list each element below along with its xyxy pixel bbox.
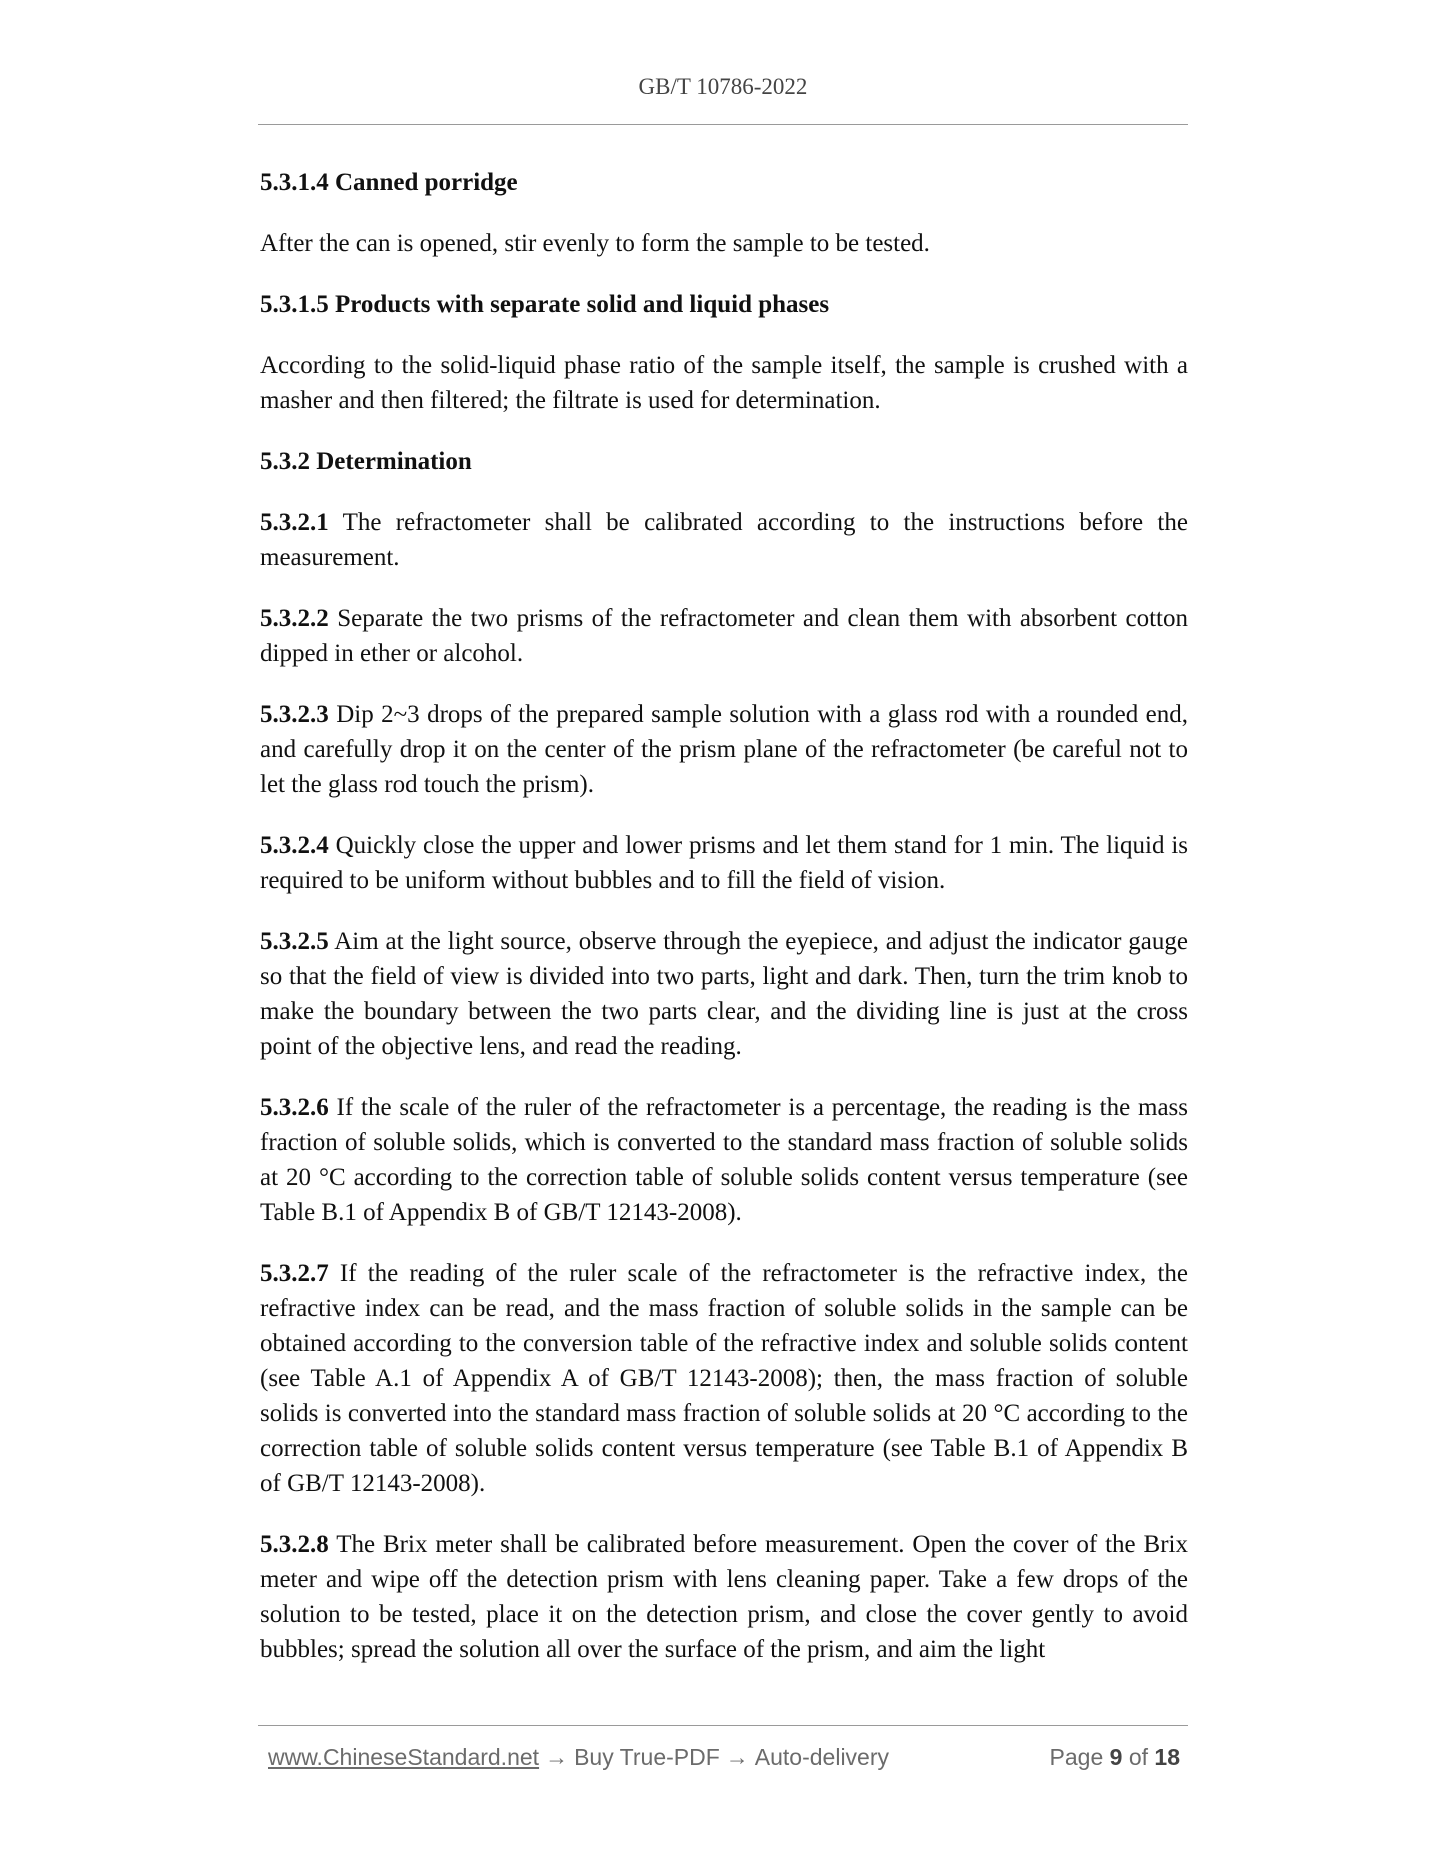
clause-number: 5.3.2.2 — [260, 605, 329, 632]
clause-5-3-2-6 — [260, 1090, 1188, 1230]
page-header: GB/T 10786-2022 — [638, 74, 808, 99]
page-label: Page — [1049, 1744, 1104, 1770]
page-footer — [268, 1744, 1180, 1776]
clause-number: 5.3.2.3 — [260, 701, 329, 728]
clause-text: If the scale of the ruler of the refractometer is a percentage, the reading is the mass fraction of soluble solids, which is converted to the standard mass fraction of soluble solids at 20 °C according to the correction table of soluble solids content versus temperature (see Table B.1 of Appendix B of GB/T 12143-2008). — [260, 1094, 1188, 1226]
clause-number: 5.3.2.7 — [260, 1260, 329, 1287]
clause-text: Quickly close the upper and lower prisms and let them stand for 1 min. The liquid is required to be uniform without bubbles and to fill the field of vision. — [260, 832, 1189, 894]
section-heading-5-3-1-5: 5.3.1.5 Products with separate solid and liquid phases — [260, 291, 830, 318]
clause-5-3-2-4 — [260, 828, 1188, 898]
clause-text: The Brix meter shall be calibrated before measurement. Open the cover of the Brix meter and wipe off the detection prism with lens cleaning paper. Take a few drops of the solution to be tested, place it on the detection prism, and close the cover gently to avoid bubbles; spread the solution all over the surface of the prism, and aim the light — [260, 1531, 1188, 1663]
page-total: 18 — [1154, 1744, 1180, 1770]
clause-5-3-2-5 — [260, 924, 1188, 1064]
header-divider — [258, 124, 1188, 125]
section-heading-5-3-1-4: 5.3.1.4 Canned porridge — [260, 169, 518, 196]
clause-5-3-2-3 — [260, 697, 1188, 802]
page-content — [260, 165, 1188, 1693]
auto-delivery-text: Auto-delivery — [754, 1744, 890, 1770]
clause-number: 5.3.2.1 — [260, 509, 329, 536]
clause-text: If the reading of the ruler scale of the refractometer is the refractive index, the refractive index can be read, and the mass fraction of soluble solids in the sample can be obtained according to the conversion table of the refractive index and soluble solids content (see Table A.1 of Appendix A of GB/T 12143-2008); then, the mass fraction of soluble solids is converted into the standard mass fraction of soluble solids at 20 °C according to the correction table of soluble solids content versus temperature (see Table B.1 of Appendix B of GB/T 12143-2008). — [260, 1260, 1189, 1497]
page-number: 9 — [1109, 1744, 1123, 1770]
clause-5-3-2-1 — [260, 505, 1188, 575]
website-link[interactable]: www.ChineseStandard.net — [268, 1744, 540, 1770]
clause-number: 5.3.2.8 — [260, 1531, 329, 1558]
clause-number: 5.3.2.4 — [260, 832, 329, 859]
clause-text: Dip 2~3 drops of the prepared sample solution with a glass rod with a rounded end, and carefully drop it on the center of the prism plane of the refractometer (be careful not to let the glass rod touch the prism). — [260, 701, 1189, 798]
section-heading-5-3-2: 5.3.2 Determination — [260, 448, 472, 475]
paragraph: After the can is opened, stir evenly to form the sample to be tested. — [260, 230, 930, 257]
clause-5-3-2-7 — [260, 1256, 1188, 1501]
clause-5-3-2-8 — [260, 1527, 1188, 1667]
footer-divider — [258, 1725, 1188, 1726]
footer-promo — [268, 1744, 889, 1771]
clause-text: Aim at the light source, observe through the eyepiece, and adjust the indicator gauge so that the field of view is divided into two parts, light and dark. Then, turn the trim knob to make the boundary between the two parts clear, and the dividing line is just at the cross point of the objective lens, and read the reading. — [260, 928, 1188, 1060]
clause-text: The refractometer shall be calibrated according to the instructions before the measurement. — [260, 509, 1188, 571]
clause-number: 5.3.2.6 — [260, 1094, 329, 1121]
buy-true-pdf-text: Buy True-PDF — [574, 1744, 720, 1770]
clause-5-3-2-2 — [260, 601, 1188, 671]
arrow-right-icon: → — [545, 1744, 569, 1770]
clause-text: Separate the two prisms of the refractometer and clean them with absorbent cotton dipped in ether or alcohol. — [260, 605, 1189, 667]
clause-number: 5.3.2.5 — [260, 928, 329, 955]
page-indicator — [1050, 1744, 1180, 1771]
paragraph: According to the solid-liquid phase ratio of the sample itself, the sample is crushed with a masher and then filtered; the filtrate is used for determination. — [260, 352, 1188, 414]
of-label: of — [1128, 1744, 1149, 1770]
arrow-right-icon: → — [725, 1744, 749, 1770]
